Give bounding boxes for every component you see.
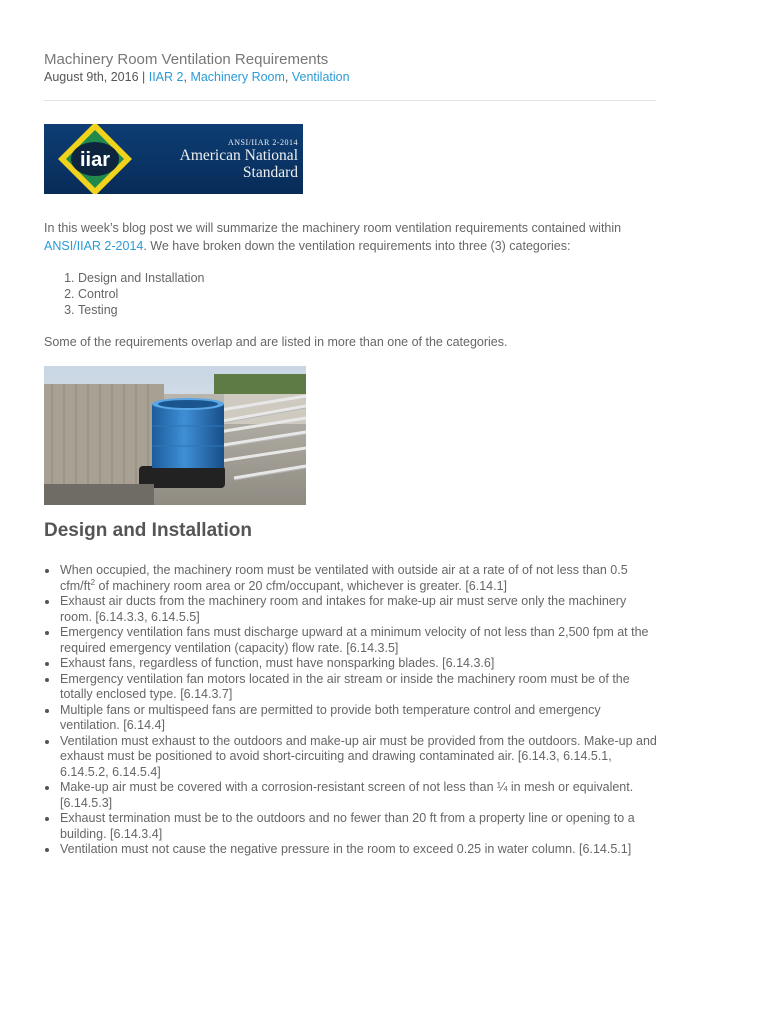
list-item: Exhaust termination must be to the outdoors and no fewer than 20 ft from a property line or opening to a building. [6.14.3.4] [60,811,660,842]
list-item: 2. Control [78,286,204,302]
list-item: Exhaust air ducts from the machinery room and intakes for make-up air must serve only the machinery room. [6.14.3.3, 6.14.5.5] [60,594,660,625]
intro-paragraph: In this week’s blog post we will summarize the machinery room ventilation requirements contained within ANSI/IIAR 2-2014. We have broken down the ventilation requirements into three (3) categories: [44,221,622,253]
section-heading: Design and Installation [44,520,252,541]
iiar-diamond-emblem [54,124,136,194]
logo-mark-text: iiar [79,149,111,171]
post-date: August 9th, 2016 [44,70,139,84]
list-item: Emergency ventilation fans must discharge upward at a minimum velocity of not less than 2,500 fpm at the required emergency ventilation (capacity) flow rate. [6.14.3.5] [60,625,660,656]
overlap-note: Some of the requirements overlap and are listed in more than one of the categories. [44,335,508,349]
divider [44,100,656,101]
category-link-machinery-room[interactable]: Machinery Room [190,70,285,84]
list-item: When occupied, the machinery room must be ventilated with outside air at a rate of of not less than 0.5 cfm/$ft^2$ of machinery room area or 20 cfm/occupant, whichever is greater. [6.14.1] [60,563,660,594]
category-link-iiar2[interactable]: IIAR 2 [148,70,184,84]
iiar-standard-logo [44,124,303,194]
ansi-iiar-link[interactable]: ANSI/IIAR 2-2014 [44,239,144,253]
list-item: Ventilation must exhaust to the outdoors and make-up air must be provided from the outdoors. Make-up and exhaust must be positioned to avoid short-circuiting and drawing contaminated air. [6.14.3, 6.14.5.1, 6.14.5.2, 6.14.5.4] [60,734,660,781]
post-meta: August 9th, 2016 | IIAR 2, Machinery Room, Ventilation [44,70,350,84]
logo-line1: American National [179,147,298,164]
list-item: Multiple fans or multispeed fans are permitted to provide both temperature control and emergency ventilation. [6.14.4] [60,703,660,734]
category-link-ventilation[interactable]: Ventilation [291,70,350,84]
list-item: 3. Testing [78,302,204,318]
list-item: Make-up air must be covered with a corrosion-resistant screen of not less than ¼ in mesh or equivalent. [6.14.5.3] [60,780,660,811]
list-item: 1. Design and Installation [78,270,204,286]
categories-list [64,270,204,318]
page-title: Machinery Room Ventilation Requirements [44,51,329,69]
list-item: Exhaust fans, regardless of function, must have nonsparking blades. [6.14.3.6] [60,656,660,672]
list-item: Emergency ventilation fan motors located in the air stream or inside the machinery room must be of the totally enclosed type. [6.14.3.7] [60,672,660,703]
meta-separator: | [138,70,149,84]
logo-standard-code: ANSI/IIAR 2-2014 [228,138,298,147]
logo-line2: Standard [242,164,298,181]
list-item: Ventilation must not cause the negative pressure in the room to exceed 0.25 in water column. [6.14.5.1] [60,842,660,858]
rooftop-fan-photo [44,366,306,505]
requirements-list [44,563,660,858]
